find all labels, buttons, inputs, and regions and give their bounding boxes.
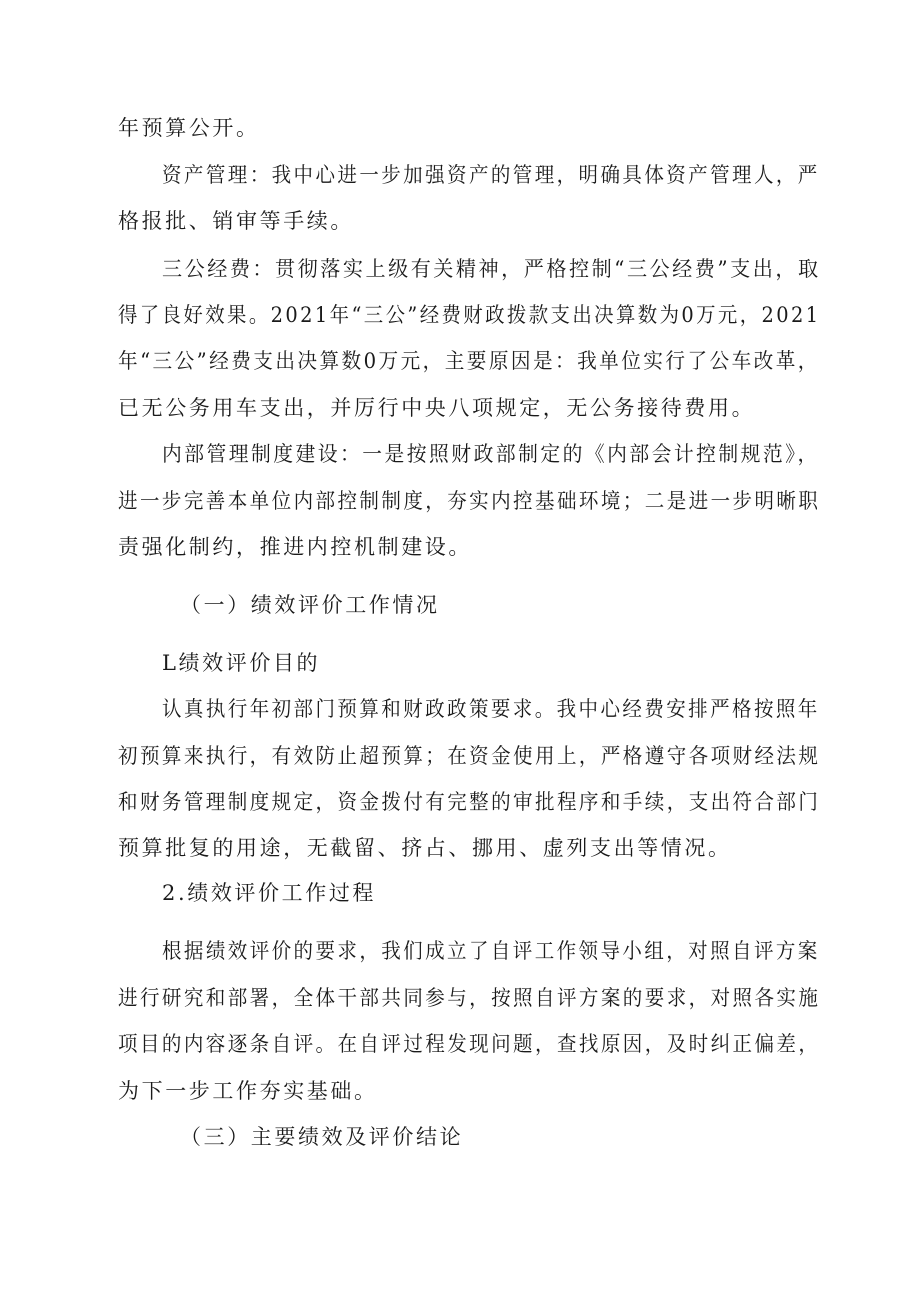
text-line: 资产管理：我中心进一步加强资产的管理，明确具体资产管理人，严 (162, 163, 820, 187)
text-line: 责强化制约，推进内控机制建设。 (118, 535, 472, 559)
subsection-heading: 2.绩效评价工作过程 (162, 881, 377, 905)
text-line: 三公经费：贯彻落实上级有关精神，严格控制“三公经费”支出，取 (162, 257, 821, 281)
text-line: 已无公务用车支出，并厉行中央八项规定，无公务接待费用。 (118, 396, 756, 420)
text-line: 年“三公”经费支出决算数0万元，主要原因是：我单位实行了公车改革， (118, 349, 820, 373)
text-line: 年预算公开。 (118, 116, 260, 140)
text-line: 认真执行年初部门预算和财政政策要求。我中心经费安排严格按照年 (162, 697, 820, 721)
subsection-heading: L绩效评价目的 (162, 651, 321, 675)
text-line: 格报批、销审等手续。 (118, 209, 354, 233)
text-line: 得了良好效果。2021年“三公”经费财政拨款支出决算数为0万元，2021 (118, 303, 821, 327)
section-heading: （三）主要绩效及评价结论 (180, 1125, 464, 1149)
text-line: 内部管理制度建设：一是按照财政部制定的《内部会计控制规范》， (162, 442, 820, 466)
text-line: 预算批复的用途，无截留、挤占、挪用、虚列支出等情况。 (118, 836, 732, 860)
text-line: 进一步完善本单位内部控制制度，夯实内控基础环境；二是进一步明晰职 (118, 489, 821, 513)
text-line: 和财务管理制度规定，资金拨付有完整的审批程序和手续，支出符合部门 (118, 790, 821, 814)
text-line: 为下一步工作夯实基础。 (118, 1079, 378, 1103)
text-line: 初预算来执行，有效防止超预算；在资金使用上，严格遵守各项财经法规 (118, 744, 821, 768)
text-line: 项目的内容逐条自评。在自评过程发现问题，查找原因，及时纠正偏差， (118, 1032, 821, 1056)
text-line: 根据绩效评价的要求，我们成立了自评工作领导小组，对照自评方案 (162, 939, 820, 963)
text-line: 进行研究和部署，全体干部共同参与，按照自评方案的要求，对照各实施 (118, 986, 821, 1010)
section-heading: （一）绩效评价工作情况 (180, 593, 440, 617)
